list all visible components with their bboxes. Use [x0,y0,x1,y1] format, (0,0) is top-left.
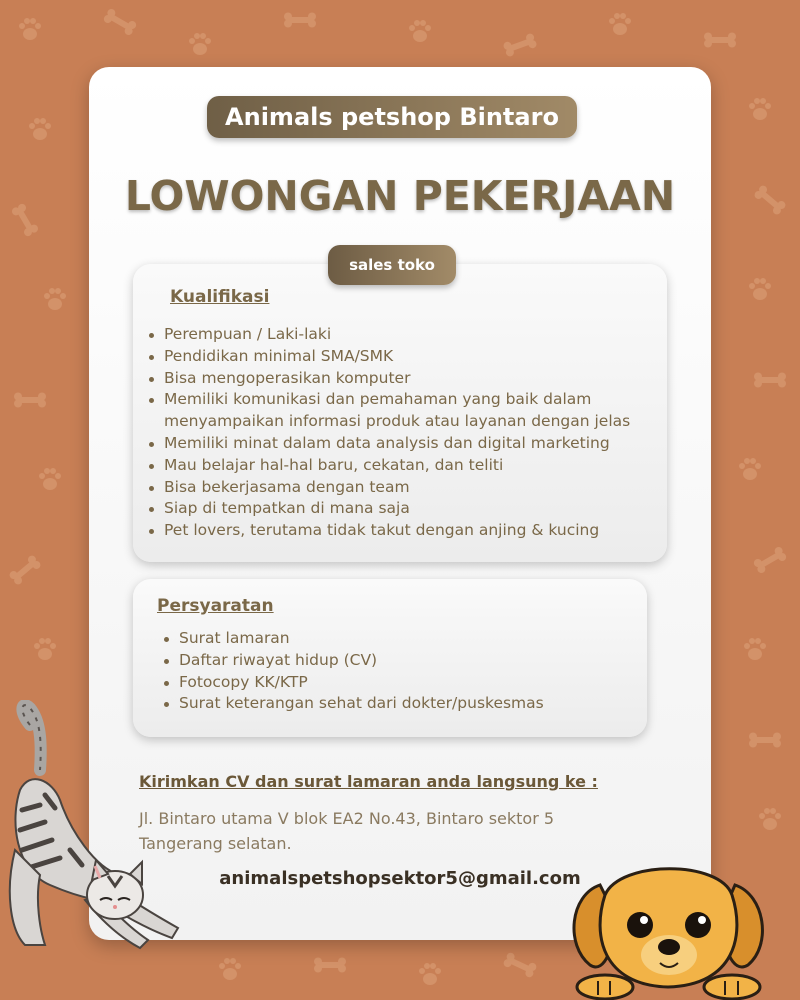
shop-name-badge: Animals petshop Bintaro [207,96,577,138]
bone-icon [314,958,346,973]
paw-print-icon [189,33,211,55]
list-item-continuation: menyampaikan informasi produk atau layanan dengan jelas [164,412,631,431]
role-badge: sales toko [328,245,456,285]
contact-address [139,806,554,856]
bone-icon [284,13,316,28]
list-item: Surat keterangan sehat dari dokter/puskesmas [162,693,642,715]
paw-print-icon [419,963,441,985]
bone-icon [102,8,137,37]
bone-icon [704,33,736,48]
bone-icon [502,32,537,57]
bone-icon [754,373,786,388]
paw-print-icon [409,20,431,42]
paw-print-icon [39,468,61,490]
contact-heading: Kirimkan CV dan surat lamaran anda langsung ke : [139,772,598,791]
paw-print-icon [749,98,771,120]
list-item: Surat lamaran [162,628,642,650]
requirements-list [162,628,642,715]
address-line-1: Jl. Bintaro utama V blok EA2 No.43, Bintaro sektor 5 [139,809,555,828]
paw-print-icon [759,808,781,830]
contact-email[interactable]: animalspetshopsektor5@gmail.com [219,868,581,889]
bone-icon [14,393,46,408]
paw-print-icon [19,18,41,40]
list-item: Pet lovers, terutama tidak takut dengan anjing & kucing [147,520,657,542]
list-item: Fotocopy KK/KTP [162,672,642,694]
address-line-2: Tangerang selatan. [139,834,292,853]
list-item: Memiliki komunikasi dan pemahaman yang baik dalam [147,389,657,411]
bone-icon [753,184,787,216]
bone-icon [502,951,537,978]
paw-print-icon [739,458,761,480]
paw-print-icon [44,288,66,310]
list-item: Daftar riwayat hidup (CV) [162,650,642,672]
paw-print-icon [744,638,766,660]
cat-illustration [0,700,185,960]
dog-illustration [560,855,780,1000]
bone-icon [752,546,787,575]
list-item: Perempuan / Laki-laki [147,324,657,346]
paw-print-icon [34,638,56,660]
bone-icon [11,202,40,237]
qualifications-heading: Kualifikasi [170,287,270,307]
requirements-heading: Persyaratan [157,596,274,616]
paw-print-icon [609,13,631,35]
bone-icon [749,733,781,748]
list-item: Bisa mengoperasikan komputer [147,368,657,390]
paw-print-icon [219,958,241,980]
list-item: Pendidikan minimal SMA/SMK [147,346,657,368]
page-title: LOWONGAN PEKERJAAN [124,172,676,220]
bone-icon [8,554,42,586]
list-item: Siap di tempatkan di mana saja [147,498,657,520]
list-item: Bisa bekerjasama dengan team [147,477,657,499]
paw-print-icon [29,118,51,140]
paw-print-icon [749,278,771,300]
list-item: Memiliki minat dalam data analysis dan digital marketing [147,433,657,455]
list-item: Mau belajar hal-hal baru, cekatan, dan teliti [147,455,657,477]
qualifications-list [147,324,657,542]
